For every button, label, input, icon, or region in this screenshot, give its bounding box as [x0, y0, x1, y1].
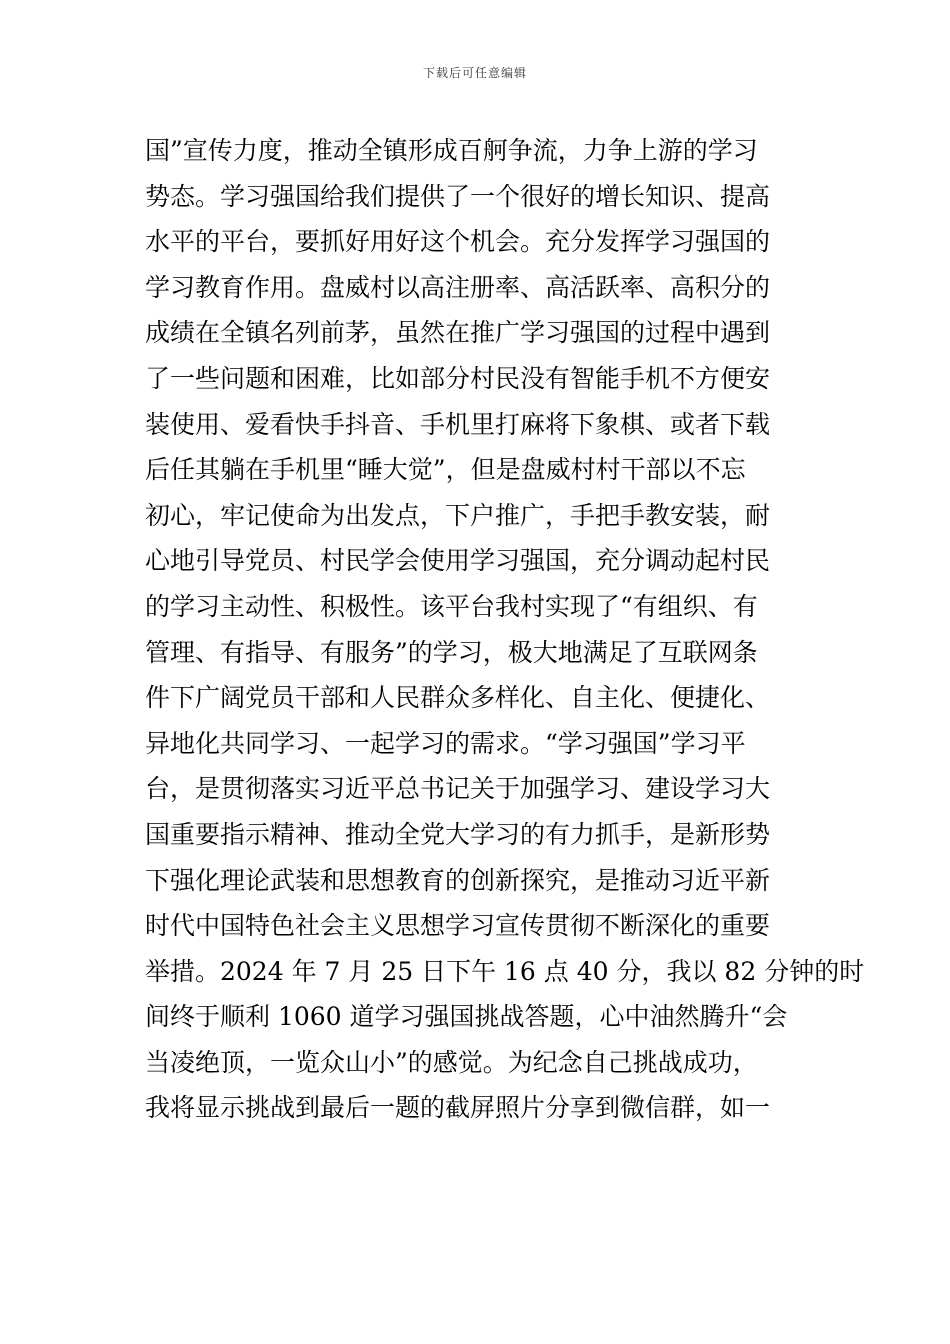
text-line: 下强化理论武装和思想教育的创新探究，是推动习近平新: [145, 865, 771, 895]
text-line: 水平的平台，要抓好用好这个机会。充分发挥学习强国的: [145, 227, 771, 257]
text-line: 成绩在全镇名列前茅，虽然在推广学习强国的过程中遇到: [145, 318, 771, 348]
text-line: 台，是贯彻落实习近平总书记关于加强学习、建设学习大: [145, 774, 771, 804]
text-line: 国”宣传力度，推动全镇形成百舸争流，力争上游的学习: [145, 136, 758, 165]
text-line: 国重要指示精神、推动全党大学习的有力抓手，是新形势: [145, 819, 771, 849]
text-line: 后任其躺在手机里“睡大觉”，但是盘威村村干部以不忘: [145, 455, 746, 485]
text-line: 时代中国特色社会主义思想学习宣传贯彻不断深化的重要: [145, 911, 771, 941]
text-line: 了一些问题和困难，比如部分村民没有智能手机不方便安: [145, 363, 771, 393]
text-line: 学习教育作用。盘威村以高注册率、高活跃率、高积分的: [145, 272, 771, 302]
page-header: 下载后可任意编辑: [422, 66, 527, 80]
text-line: 的学习主动性、积极性。该平台我村实现了“有组织、有: [145, 591, 758, 621]
text-line: 我将显示挑战到最后一题的截屏照片分享到微信群，如一: [145, 1093, 771, 1123]
text-line: 心地引导党员、村民学会使用学习强国，充分调动起村民: [145, 546, 771, 576]
text-line: 管理、有指导、有服务”的学习，极大地满足了互联网条: [145, 637, 758, 667]
text-line: 装使用、爱看快手抖音、手机里打麻将下象棋、或者下载: [145, 409, 771, 439]
text-line: 势态。学习强国给我们提供了一个很好的增长知识、提高: [145, 181, 771, 211]
text-line: 异地化共同学习、一起学习的需求。“学习强国”学习平: [145, 728, 746, 758]
body-text: [145, 128, 865, 1131]
text-line: 当凌绝顶，一览众山小”的感觉。为纪念自己挑战成功，: [145, 1047, 758, 1077]
text-line: 间终于顺利 1060 道学习强国挑战答题，心中油然腾升“会: [145, 1002, 788, 1032]
text-line: 初心，牢记使命为出发点，下户推广，手把手教安装，耐: [145, 500, 771, 530]
text-line: 举措。2024 年 7 月 25 日下午 16 点 40 分，我以 82 分钟的时: [145, 956, 865, 986]
text-line: 件下广阔党员干部和人民群众多样化、自主化、便捷化、: [145, 683, 771, 713]
